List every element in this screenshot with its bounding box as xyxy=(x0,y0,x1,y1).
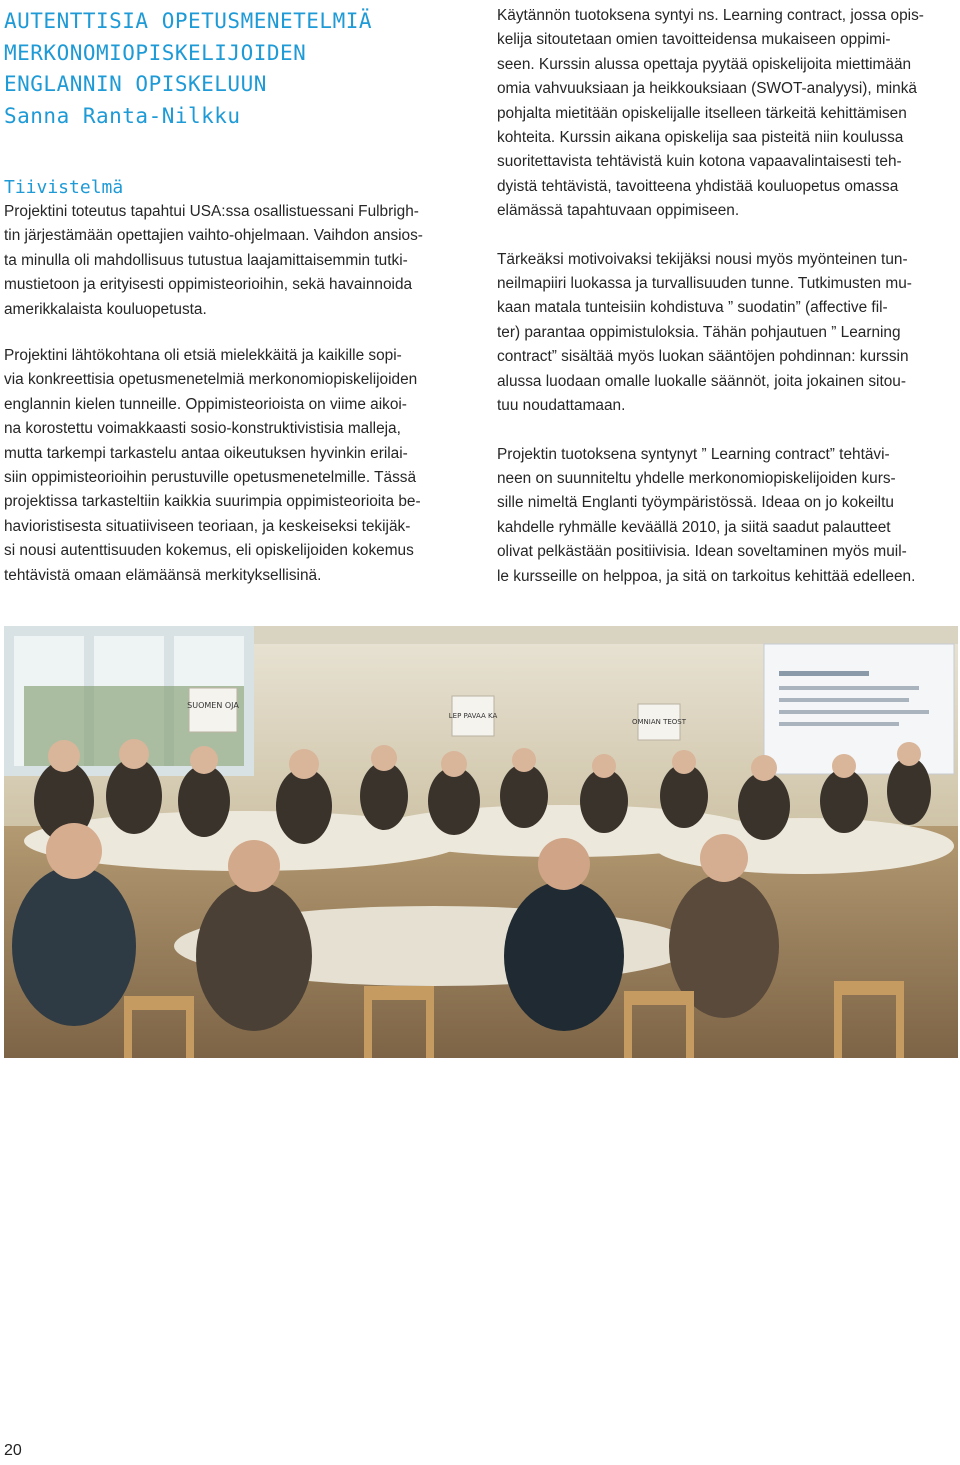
abstract-heading: Tiivistelmä xyxy=(4,177,124,198)
text-line: sille nimeltä Englanti työympäristössä. Ideaa on jo kokeiltu xyxy=(497,494,894,512)
text-line: neilmapiiri luokassa ja turvallisuuden tunne. Tutkimusten mu- xyxy=(497,275,912,293)
sign-text: OMNIAN TEOST xyxy=(631,718,687,726)
text-line: le kursseille on helppoa, ja sitä on tarkoitus kehittää edelleen. xyxy=(497,567,916,585)
table-sign xyxy=(632,704,687,740)
text-line: tehtävistä omaan elämäänsä merkityksellisinä. xyxy=(4,566,322,584)
text-line: omia vahvuuksiaan ja heikkouksiaan (SWOT-analyysi), minkä xyxy=(497,80,917,98)
text-line: tuu noudattamaan. xyxy=(497,397,626,415)
text-line: mustietoon ja erityisesti oppimisteorioihin, sekä havainnoida xyxy=(4,276,413,294)
text-line: englannin kielen tunneille. Oppimisteorioista on viime aikoi- xyxy=(4,395,407,413)
text-line: Tärkeäksi motivoivaksi tekijäksi nousi myös myönteinen tun- xyxy=(497,250,908,268)
text-line: seen. Kurssin alussa opettaja pyytää opiskelijoita miettimään xyxy=(497,55,912,73)
text-line: Käytännön tuotoksena syntyi ns. Learning contract, jossa opis- xyxy=(497,7,924,24)
page-number: 20 xyxy=(4,1442,22,1459)
text-line: elämässä tapahtuvaan oppimiseen. xyxy=(497,202,740,220)
text-line: kohteita. Kurssin aikana opiskelija saa pisteitä niin koulussa xyxy=(497,129,904,147)
title-line: MERKONOMIOPISKELIJOIDEN xyxy=(4,40,307,65)
title-line: ENGLANNIN OPISKELUUN xyxy=(4,72,267,96)
text-line: kaan matala tunteisiin kohdistuva ” suodatin” (affective fil- xyxy=(497,299,888,317)
text-line: Projektini lähtökohtana oli etsiä mielekkäitä ja kaikille sopi- xyxy=(4,347,402,365)
text-line: pohjalta mietitään opiskelijalle itselleen tärkeitä kehittämisen xyxy=(497,104,907,122)
abstract-paragraph xyxy=(4,200,470,322)
text-line: olivat pelkästään positiivisia. Idean soveltaminen myös muil- xyxy=(497,543,907,561)
text-line: na korostettu voimakkaasti sosio-konstruktivistisia malleja, xyxy=(4,420,401,438)
text-line: havioristisesta situatiiviseen teoriaan, ja keskeiseksi tekijäk- xyxy=(4,517,411,535)
text-line: via konkreettisia opetusmenetelmiä merkonomiopiskelijoiden xyxy=(4,371,418,389)
text-line: si nousi autenttisuuden kokemus, eli opiskelijoiden kokemus xyxy=(4,542,414,560)
abstract-paragraph xyxy=(4,344,470,588)
text-line: tin järjestämään opettajien vaihto-ohjelmaan. Vaihdon ansios- xyxy=(4,227,423,245)
text-line: ter) parantaa oppimistuloksia. Tähän pohjautuen ” Learning xyxy=(497,323,901,341)
text-line: alussa luodaan omalle luokalle säännöt, joita jokainen sitou- xyxy=(497,372,906,390)
table-sign xyxy=(187,688,239,732)
text-line: Projektin tuotoksena syntynyt ” Learning contract” tehtävi- xyxy=(497,445,890,463)
left-column xyxy=(4,176,470,612)
body-paragraph xyxy=(497,4,959,224)
text-line: contract” sisältää myös luokan sääntöjen pohdinnan: kurssin xyxy=(497,348,909,366)
sign-text: LEP PAVAA KA xyxy=(448,712,498,720)
text-line: ta minulla oli mahdollisuus tutustua laajamittaisemmin tutki- xyxy=(4,251,408,269)
author-name: Sanna Ranta-Nilkku xyxy=(4,103,241,128)
text-line: suoritettavista tehtävistä kuin kotona vapaavalintaisesti teh- xyxy=(497,153,902,171)
text-line: kahdelle ryhmälle keväällä 2010, ja siitä saadut palautteet xyxy=(497,518,891,536)
text-line: siin oppimisteorioihin perustuville opetusmenetelmille. Tässä xyxy=(4,469,417,487)
table-sign xyxy=(449,696,498,736)
article-title xyxy=(4,6,464,132)
seminar-photo xyxy=(4,626,958,1058)
text-line: Projektini toteutus tapahtui USA:ssa osallistuessani Fulbrigh- xyxy=(4,203,419,220)
text-line: kelija sitoutetaan omien tavoitteidensa mukaiseen oppimi- xyxy=(497,31,891,49)
text-line: mutta tarkempi tarkastelu antaa oikeutuksen hyvinkin erilai- xyxy=(4,444,408,462)
title-line: AUTENTTISIA OPETUSMENETELMIÄ xyxy=(4,9,373,33)
text-line: amerikkalaista kouluopetusta. xyxy=(4,300,207,318)
text-line: dyistä tehtävistä, tavoitteena yhdistää kouluopetus omassa xyxy=(497,177,899,195)
sign-text: SUOMEN OJA xyxy=(187,701,239,710)
right-column xyxy=(497,4,959,613)
text-line: projektissa tarkasteltiin kaikkia suurimpia oppimisteorioita be- xyxy=(4,493,421,511)
body-paragraph xyxy=(497,443,959,589)
text-line: neen on suunniteltu yhdelle merkonomiopiskelijoiden kurs- xyxy=(497,469,896,487)
body-paragraph xyxy=(497,248,959,419)
